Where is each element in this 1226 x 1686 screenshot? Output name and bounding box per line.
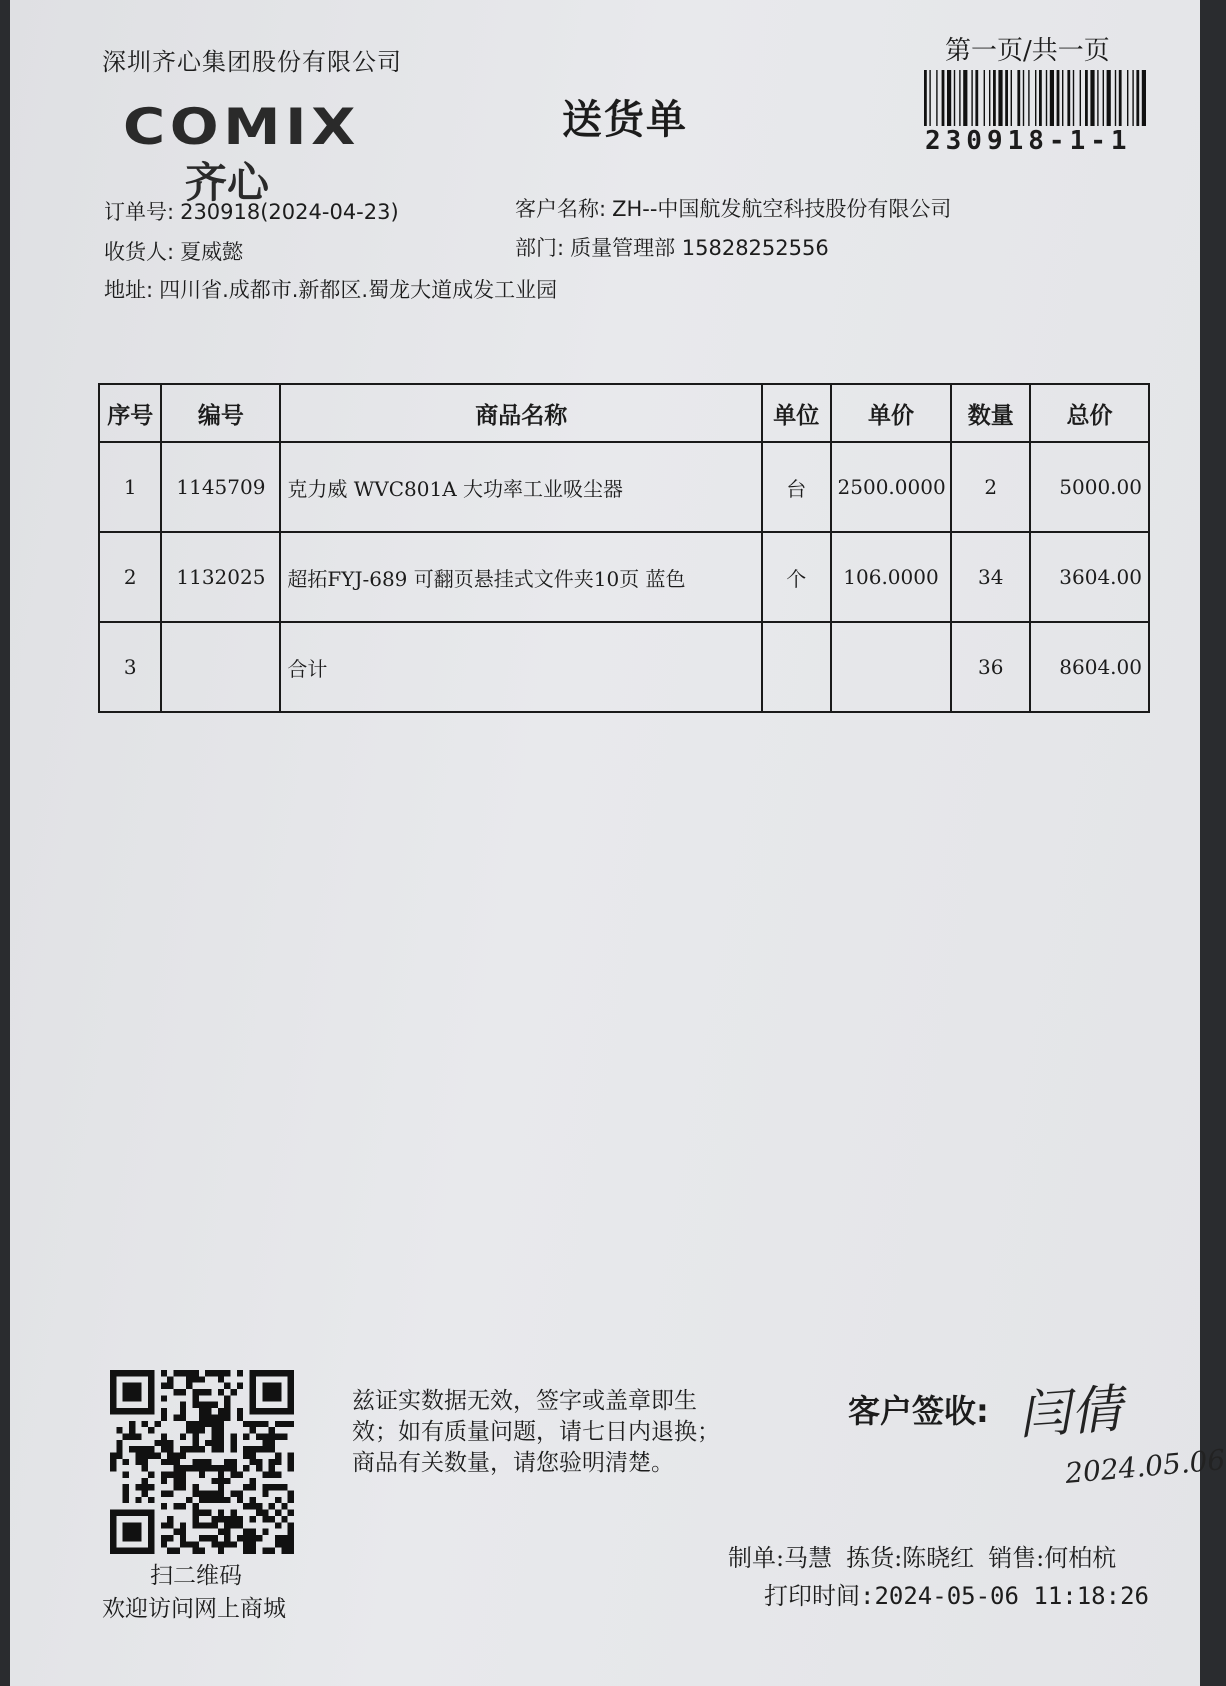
qr-caption-scan: 扫二维码 [150,1563,242,1589]
table-row [99,532,1149,622]
order-number-field [104,196,399,226]
cell-quantity: 2 [951,442,1030,532]
customer-sign-label: 客户签收: [848,1392,989,1430]
staff-sales: 销售:何柏杭 [988,1544,1117,1572]
notice-text [352,1386,772,1479]
cell-seq: 3 [99,622,161,712]
header-product-name: 商品名称 [280,384,762,442]
customer-label: 客户名称: [515,197,607,221]
header-code: 编号 [161,384,280,442]
staff-picker: 拣货:陈晓红 [846,1544,975,1572]
department-label: 部门: [515,236,565,260]
items-table [98,383,1150,713]
cell-product-name: 超拓FYJ-689 可翻页悬挂式文件夹10页 蓝色 [280,532,762,622]
notice-line: 兹证实数据无效，签字或盖章即生 [352,1388,697,1414]
cell-code: 1132025 [161,532,280,622]
delivery-note-paper [10,0,1226,1686]
cell-quantity: 34 [951,532,1030,622]
order-number-label: 订单号: [104,200,175,224]
cell-total: 8604.00 [1030,622,1149,712]
notice-line: 效；如有质量问题，请七日内退换； [352,1419,720,1445]
cell-unit: 台 [762,442,831,532]
comix-logo-cn: 齐心 [185,158,270,207]
table-header-row [99,384,1149,442]
staff-maker: 制单:马慧 [728,1544,833,1572]
department-value: 质量管理部 15828252556 [570,236,829,260]
company-name: 深圳齐心集团股份有限公司 [102,48,402,76]
receiver-label: 收货人: [104,240,175,264]
cell-seq: 2 [99,532,161,622]
cell-unit-price: 2500.0000 [831,442,952,532]
customer-value: ZH--中国航发航空科技股份有限公司 [612,197,952,221]
receiver-value: 夏威懿 [180,240,244,264]
comix-logo: COMIX [123,98,361,156]
address-value: 四川省.成都市.新都区.蜀龙大道成发工业园 [159,278,558,302]
staff-line [728,1538,1116,1573]
cell-unit: 个 [762,532,831,622]
department-field [515,232,829,262]
header-total: 总价 [1030,384,1149,442]
cell-product-name: 合计 [280,622,762,712]
order-number-value: 230918(2024-04-23) [180,200,399,224]
document-title: 送货单 [562,97,688,143]
page-indicator: 第一页/共一页 [945,36,1110,66]
cell-code: 1145709 [161,442,280,532]
cell-unit-price [831,622,952,712]
cell-quantity: 36 [951,622,1030,712]
notice-line: 商品有关数量，请您验明清楚。 [352,1450,674,1476]
qr-caption-mall: 欢迎访问网上商城 [102,1596,286,1622]
print-time: 打印时间:2024-05-06 11:18:26 [764,1582,1149,1610]
cell-unit-price: 106.0000 [831,532,952,622]
cell-code [161,622,280,712]
cell-unit [762,622,831,712]
receiver-field [104,236,243,266]
cell-total: 5000.00 [1030,442,1149,532]
address-field [104,274,557,304]
table-row-summary [99,622,1149,712]
qr-code [110,1370,294,1554]
header-unit-price: 单价 [831,384,952,442]
header-unit: 单位 [762,384,831,442]
cell-seq: 1 [99,442,161,532]
header-seq: 序号 [99,384,161,442]
barcode-number: 230918-1-1 [925,126,1132,156]
cell-total: 3604.00 [1030,532,1149,622]
header-quantity: 数量 [951,384,1030,442]
customer-field [515,193,951,223]
cell-product-name: 克力威 WVC801A 大功率工业吸尘器 [280,442,762,532]
table-row [99,442,1149,532]
handwritten-sign-date: 2024.05.06 [1063,1443,1226,1490]
barcode [922,70,1146,126]
handwritten-signature: 闫倩 [1016,1379,1125,1447]
address-label: 地址: [104,278,154,302]
